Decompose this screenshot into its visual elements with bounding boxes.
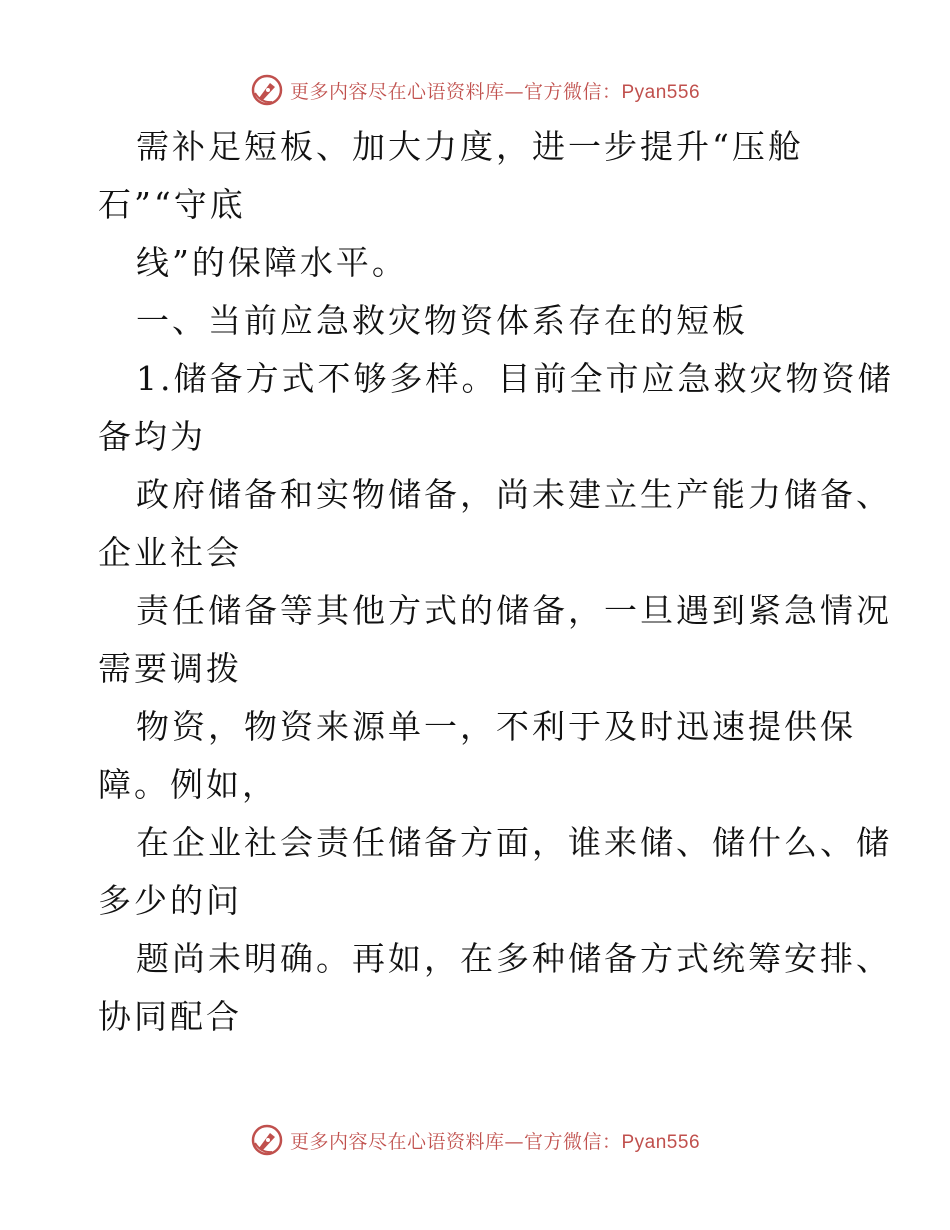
- watermark-text: [290, 1127, 700, 1154]
- body-line: 备均为: [98, 417, 206, 456]
- body-line: 企业社会: [98, 533, 242, 572]
- body-line: 物资，物资来源单一，不利于及时迅速提供保: [136, 707, 856, 746]
- body-line: 政府储备和实物储备，尚未建立生产能力储备、: [136, 475, 892, 514]
- body-line: 题尚未明确。再如，在多种储备方式统筹安排、: [136, 939, 892, 978]
- watermark-label: 更多内容尽在心语资料库—官方微信：: [289, 1130, 622, 1153]
- body-line: 石”“守底: [98, 185, 246, 224]
- body-line: 1.储备方式不够多样。目前全市应急救灾物资储: [136, 359, 894, 398]
- body-line: 在企业社会责任储备方面，谁来储、储什么、储: [136, 823, 892, 862]
- body-line: 多少的问: [98, 881, 242, 920]
- section-heading: 一、当前应急救灾物资体系存在的短板: [136, 301, 748, 340]
- footer-watermark: [0, 1122, 950, 1158]
- watermark-text: [290, 77, 700, 104]
- body-line: 协同配合: [98, 997, 242, 1036]
- watermark-label: 更多内容尽在心语资料库—官方微信：: [289, 80, 622, 103]
- header-watermark: [0, 72, 950, 108]
- body-line: 需要调拨: [98, 649, 242, 688]
- watermark-wechat-id: Pyan556: [621, 1131, 701, 1153]
- body-line: 障。例如，: [98, 765, 278, 804]
- pen-nib-logo-icon: [250, 73, 284, 107]
- watermark-wechat-id: Pyan556: [621, 81, 701, 103]
- body-line: 需补足短板、加大力度，进一步提升“压舱: [136, 127, 804, 166]
- pen-nib-logo-icon: [250, 1123, 284, 1157]
- body-line: 线”的保障水平。: [136, 243, 408, 282]
- body-line: 责任储备等其他方式的储备，一旦遇到紧急情况: [136, 591, 892, 630]
